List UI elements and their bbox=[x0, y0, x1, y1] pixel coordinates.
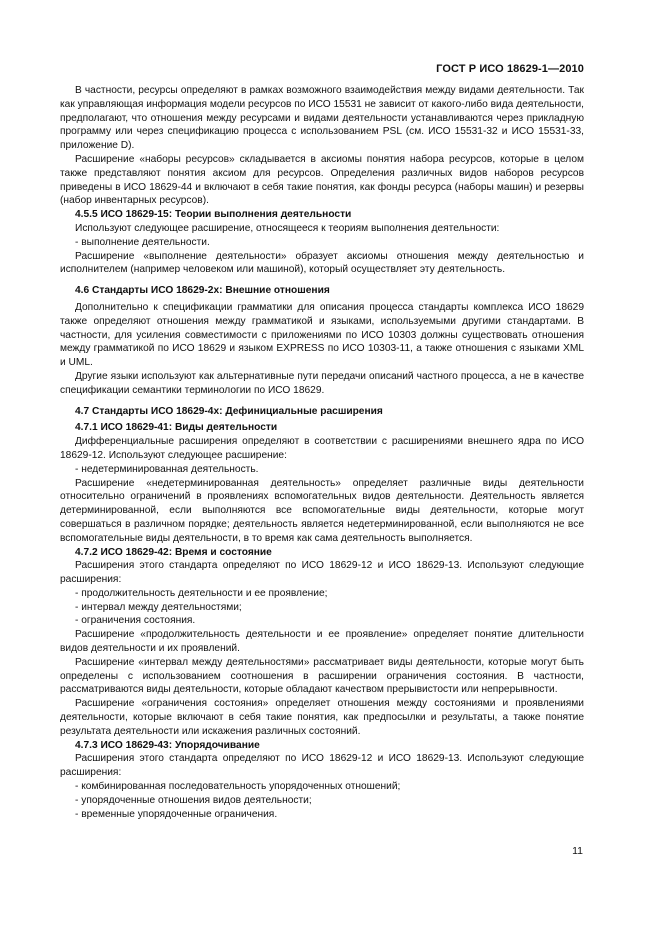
list-item: - временные упорядоченные ограничения. bbox=[75, 808, 278, 820]
list-item: - недетерминированная деятельность. bbox=[75, 463, 259, 475]
section-heading: 4.7.3 ИСО 18629-43: Упорядочивание bbox=[75, 739, 260, 751]
section-heading: 4.7.2 ИСО 18629-42: Время и состояние bbox=[75, 546, 272, 558]
paragraph: Дополнительно к спецификации грамматики для описания процесса стандарты комплекса ИСО 18629 также определяют отношения между грамматикой и языками, используемыми другими стандартами. В частности, для усиления совместимости с приложениями по ИСО 10303 должны существовать отношения между грамматикой по ИСО 18629 и языком EXPRESS по ИСО 10303-11, а также отношения с языками XML и UML. bbox=[60, 301, 584, 369]
paragraph: Расширение «недетерминированная деятельность» определяет различные виды деятельности относительно ограничений в проявлениях вспомогательных видов деятельности. Деятельность является детерминированной, если выполняются все вспомогательные виды деятельности, которые могут совершаться в различном порядке; деятельность является недетерминированной, если выполняются не все вспомогательные виды деятельности, в то время как сама деятельность выполняется. bbox=[60, 477, 584, 544]
list-item: - интервал между деятельностями; bbox=[75, 601, 242, 613]
list-item: - выполнение деятельности. bbox=[75, 236, 210, 248]
section-heading: 4.7.1 ИСО 18629-41: Виды деятельности bbox=[75, 422, 278, 434]
list-item: - комбинированная последовательность упорядоченных отношений; bbox=[75, 781, 401, 793]
paragraph: Расширение «наборы ресурсов» складывается в аксиомы понятия набора ресурсов, которые в целом также представляют понятия аксиом для ресурсов. Определения различных видов наборов ресурсов приведены в ИСО 18629-44 и включают в себя такие понятия, как фонды ресурса (наборы машин) и резервы (набор инвентарных ресурсов). bbox=[60, 153, 584, 207]
list-item: - продолжительность деятельности и ее проявление; bbox=[75, 587, 328, 599]
paragraph: Расширение «продолжительность деятельности и ее проявление» определяет понятие длительности видов деятельности и их проявлений. bbox=[60, 629, 584, 655]
paragraph: Расширения этого стандарта определяют по ИСО 18629-12 и ИСО 18629-13. Используют следующие расширения: bbox=[60, 560, 584, 586]
section-heading: 4.7 Стандарты ИСО 18629-4х: Дефинициальные расширения bbox=[75, 405, 383, 417]
page-number: 11 bbox=[572, 845, 583, 857]
list-item: - упорядоченные отношения видов деятельности; bbox=[75, 794, 312, 806]
paragraph: Другие языки используют как альтернативные пути передачи описаний частного процесса, а не в качестве спецификации семантики терминологии по ИСО 18629. bbox=[60, 370, 584, 396]
section-heading: 4.6 Стандарты ИСО 18629-2х: Внешние отношения bbox=[75, 285, 330, 297]
section-heading: 4.5.5 ИСО 18629-15: Теории выполнения деятельности bbox=[75, 209, 352, 221]
paragraph: Расширения этого стандарта определяют по ИСО 18629-12 и ИСО 18629-13. Используют следующие расширения: bbox=[60, 753, 584, 779]
document-header: ГОСТ Р ИСО 18629-1—2010 bbox=[436, 63, 584, 75]
paragraph: Расширение «интервал между деятельностями» рассматривает виды деятельности, которые могут быть определены с использованием соотношения в расширении ограничения состояния. В частности, рассматриваются виды деятельности, которые обладают качеством прерывистости или непрерывности. bbox=[60, 656, 584, 696]
document-body bbox=[60, 84, 584, 821]
paragraph: Используют следующее расширение, относящееся к теориям выполнения деятельности: bbox=[75, 222, 500, 234]
paragraph: Расширение «ограничения состояния» определяет отношения между состояниями и проявлениями деятельности, которые включают в себя такие понятия, как предпосылки и результаты, а также понятие результата деятельности или искажения различных состояний. bbox=[60, 698, 584, 737]
paragraph: Расширение «выполнение деятельности» образует аксиомы отношения между деятельностью и исполнителем (например человеком или машиной), который осуществляет эту деятельность. bbox=[60, 250, 584, 276]
paragraph: Дифференциальные расширения определяют в соответствии с расширениями внешнего ядра по ИСО 18629-12. Используют следующее расширение: bbox=[60, 436, 584, 461]
list-item: - ограничения состояния. bbox=[75, 615, 196, 627]
paragraph: В частности, ресурсы определяют в рамках возможного взаимодействия между видами деятельности. Так как управляющая информация модели ресурсов по ИСО 15531 не зависит от какого-либо вида деятельности, предполагают, что отношения между ресурсами и видами деятельности устанавливаются через прикладную программу или через спецификацию процесса с использованием PSL (см. ИСО 15531-32 и ИСО 15531-33, приложение D). bbox=[60, 85, 584, 152]
